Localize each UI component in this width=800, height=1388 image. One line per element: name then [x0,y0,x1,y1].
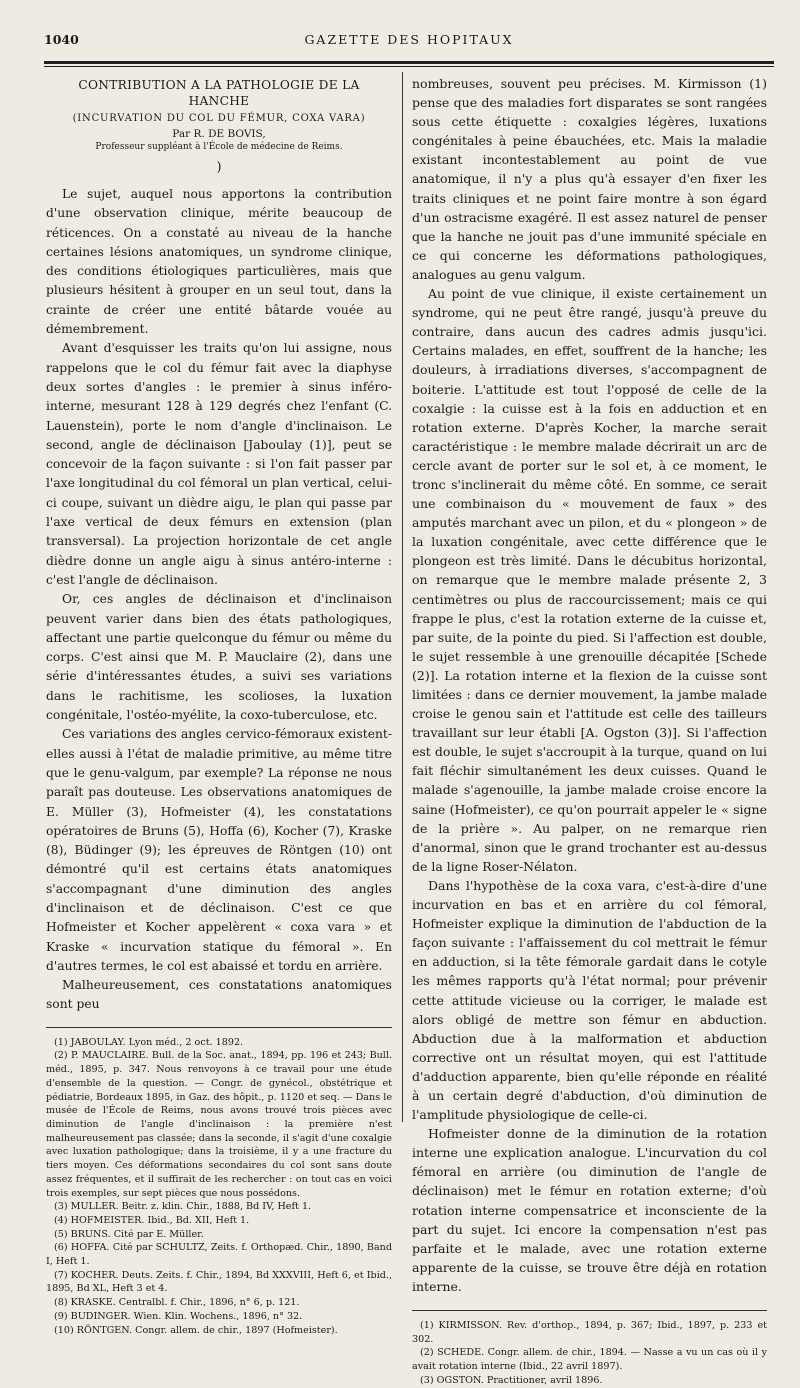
article-author: Par R. DE BOVIS, [172,128,266,140]
journal-title: GAZETTE DES HOPITAUX [304,32,514,47]
paragraph: Au point de vue clinique, il existe certainement un syndrome, qui ne peut être rangé, jusqu'à preuve du contraire, dans aucun des cadres admis jusqu'ici. Certains malades, en effet, souffrent de la hanche; les douleurs, à irradiations diverses, s'accompagnent de boiterie. L'attitude est tout l'opposé de celle de la coxalgie : la cuisse est à la fois en adduction et en rotation externe. D'après Kocher, la marche serait caractéristique : le membre malade décrirait un arc de cercle avant de porter sur le sol et, à ce moment, le tronc s'inclinerait du même côté. En somme, ce serait une combinaison du « mouvement de faux » des amputés marchant avec un pilon, et du « plongeon » de la luxation congénitale, avec cette différence que le plongeon est très limité. Dans le décubitus horizontal, on remarque que le membre malade présente 2, 3 centimètres ou plus de raccourcissement; mais ce qui frappe le plus, c'est la rotation externe de la cuisse et, par suite, de la pointe du pied. Si l'affection est double, le sujet ressemble à une grenouille décapitée [Schede (2)]. La rotation interne et la flexion de la cuisse sont limitées : dans ce dernier mouvement, la jambe malade croise le genou sain et l'attitude est celle des tailleurs travaillant sur leur établi [A. Ogston (3)]. Si l'affection est double, le sujet s'accroupit à la turque, quand on lui fait fléchir simultanément les deux cuisses. Quand le malade s'agenouille, la jambe malade croise encore la saine (Hofmeister), ce qu'on pourrait appeler le « signe de la prière ». Au palper, on ne remarque rien d'anormal, sinon que le grand trochanter est au-dessus de la ligne Roser-Nélaton. [412,286,767,874]
article-subtitle: (INCURVATION DU COL DU FÉMUR, COXA VARA) [72,113,366,124]
author-affiliation: Professeur suppléant à l'École de médecine de Reims. [95,142,343,152]
paragraph: Malheureusement, ces constatations anatomiques sont peu [46,978,392,1012]
left-column [46,74,392,1337]
paragraph: Avant d'esquisser les traits qu'on lui assigne, nous rappelons que le col du fémur fait avec la diaphyse deux sortes d'angles : le premier à sinus inféro-interne, mesurant 128 à 129 degrés chez l'enfant (C. Lauenstein), porte le nom d'angle d'inclinaison. Le second, angle de déclinaison [Jaboulay (1)], peut se concevoir de la façon suivante : si l'on fait passer par l'axe longitudinal du col fémoral un plan vertical, celui-ci coupe, suivant un dièdre aigu, le plan qui passe par l'axe vertical de deux fémurs en extension (plan transversal). La projection horizontale de cet angle dièdre donne un angle aigu à sinus antéro-interne : c'est l'angle de déclinaison. [46,341,392,587]
left-body-text [46,185,392,1015]
footnote: (1) KIRMISSON. Rev. d'orthop., 1894, p. 367; Ibid., 1897, p. 233 et 302. [412,1320,767,1345]
page-number: 1040 [44,32,79,47]
footnote: (7) KOCHER. Deuts. Zeits. f. Chir., 1894, Bd XXXVIII, Heft 6, et Ibid., 1895, Bd XL, Heft 3 et 4. [46,1269,392,1295]
paragraph: Le sujet, auquel nous apportons la contribution d'une observation clinique, mérite beaucoup de réticences. On a constaté au niveau de la hanche certaines lésions anatomiques, un syndrome clinique, des conditions étiologiques particulières, mais que plusieurs hésitent à grouper en un seul tout, dans la crainte de créer une entité bâtarde vouée au démembrement. [46,187,392,337]
footnote: (10) RÖNTGEN. Congr. allem. de chir., 1897 (Hofmeister). [54,1324,338,1336]
paragraph: nombreuses, souvent peu précises. M. Kirmisson (1) pense que des maladies fort disparates se sont rangées sous cette étiquette : coxalgies légères, luxations congénitales à peine ébauchées, etc. Mais la maladie existant incontestablement au point de vue anatomique, il n'y a plus qu'à essayer d'en fixer les traits cliniques et ne point faire montre à son égard d'un ostracisme exagéré. Il est assez naturel de penser que la hanche ne jouit pas d'une immunité spéciale en ce qui concerne les déformations pathologiques, analogues au genu valgum. [412,76,767,282]
paragraph: Or, ces angles de déclinaison et d'inclinaison peuvent varier dans bien des états pathologiques, affectant une partie quelconque du fémur ou même du corps. C'est ainsi que M. P. Mauclaire (2), dans une série d'intéressantes études, a suivi ses variations dans le rachitisme, les scolioses, la luxation congénitale, l'ostéo-myélite, la coxo-tuberculose, etc. [46,592,392,723]
footnote: (6) HOFFA. Cité par SCHULTZ, Zeits. f. Orthopæd. Chir., 1890, Band I, Heft 1. [46,1242,392,1268]
section-mark: ) [216,160,222,175]
right-body-text [412,74,767,1296]
footnote-rule [46,1027,392,1028]
left-footnotes [46,1036,392,1337]
paragraph: Ces variations des angles cervico-fémoraux existent-elles aussi à l'état de maladie primitive, au même titre que le genu-valgum, par exemple? La réponse ne nous paraît pas douteuse. Les observations anatomiques de E. Müller (3), Hofmeister (4), les constatations opératoires de Bruns (5), Hoffa (6), Kocher (7), Kraske (8), Büdinger (9); les épreuves de Röntgen (10) ont démontré qu'il est certains états anatomiques s'accompagnant d'une diminution des angles d'inclinaison et de déclinaison. C'est ce que Hofmeister et Kocher appelèrent « coxa vara » et Kraske « incurvation statique du fémoral ». En d'autres termes, le col est abaissé et tordu en arrière. [46,727,392,973]
right-footnotes [412,1319,767,1388]
footnote: (2) P. MAUCLAIRE. Bull. de la Soc. anat., 1894, pp. 196 et 243; Bull. méd., 1895, p. 347. Nous renvoyons à ce travail pour une étude d'ensemble de la question. — Congr. de gynécol., obstétrique et pédiatrie, Bordeaux 1895, in Gaz. des hôpit., p. 1120 et seq. — Dans le musée de l'École de Reims, nous avons trouvé trois pièces avec diminution de l'angle d'inclinaison : la première n'est malheureusement pas classée; dans la seconde, il s'agit d'une coxalgie avec luxation pathologique; dans la troisième, il y a une fracture du tiers moyen. Ces déformations secondaires du col sont sans doute assez fréquentes, et il suffirait de les rechercher : on tout cas en voici trois exemples, sur sept pièces que nous possédons. [46,1050,392,1199]
footnote: (8) KRASKE. Centralbl. f. Chir., 1896, n° 6, p. 121. [54,1297,300,1309]
running-header [44,30,774,50]
header-rule-thick [44,61,774,64]
footnote: (1) JABOULAY. Lyon méd., 2 oct. 1892. [54,1036,244,1048]
footnote-rule [412,1310,767,1311]
header-rule-thin [44,66,774,67]
paragraph: Dans l'hypothèse de la coxa vara, c'est-à-dire d'une incurvation en bas et en arrière du col fémoral, Hofmeister explique la diminution de l'abduction de la façon suivante : l'affaissement du col mettrait le fémur en adduction, si la tête fémorale gardait dans le cotyle les mêmes rapports qu'à l'état normal; pour prévenir cette attitude vicieuse ou la corriger, le malade est alors obligé de mettre son fémur en abduction. Abduction due à la malformation et abduction corrective ont un résultat moyen, qui est l'attitude d'adduction apparente, bien qu'elle réponde en réalité à un certain degré d'abduction, d'où diminution de l'amplitude physiologique de celle-ci. [412,877,767,1123]
footnote: (5) BRUNS. Cité par E. Müller. [54,1228,204,1240]
paragraph: Hofmeister donne de la diminution de la rotation interne une explication analogue. L'incurvation du col fémoral en arrière (ou diminution de l'angle de déclinaison) met le fémur en rotation externe; d'où rotation interne compensatrice et inconsciente de la part du sujet. Ici encore la compensation n'est pas parfaite et le malade, avec une rotation externe apparente de la cuisse, se trouve être déjà en rotation interne. [412,1126,767,1294]
footnote: (9) BUDINGER. Wien. Klin. Wochens., 1896, n° 32. [54,1310,303,1322]
column-divider [402,72,403,1122]
right-column [412,74,767,1388]
footnote: (2) SCHEDE. Congr. allem. de chir., 1894. — Nasse a vu un cas où il y avait rotation interne (Ibid., 22 avril 1897). [412,1347,767,1373]
article-title: CONTRIBUTION A LA PATHOLOGIE DE LA HANCHE [78,78,360,108]
footnote: (4) HOFMEISTER. Ibid., Bd. XII, Heft 1. [54,1214,250,1226]
footnote: (3) MULLER. Beitr. z. klin. Chir., 1888, Bd IV, Heft 1. [54,1201,312,1213]
footnote: (3) OGSTON. Practitioner, avril 1896. [420,1374,603,1386]
